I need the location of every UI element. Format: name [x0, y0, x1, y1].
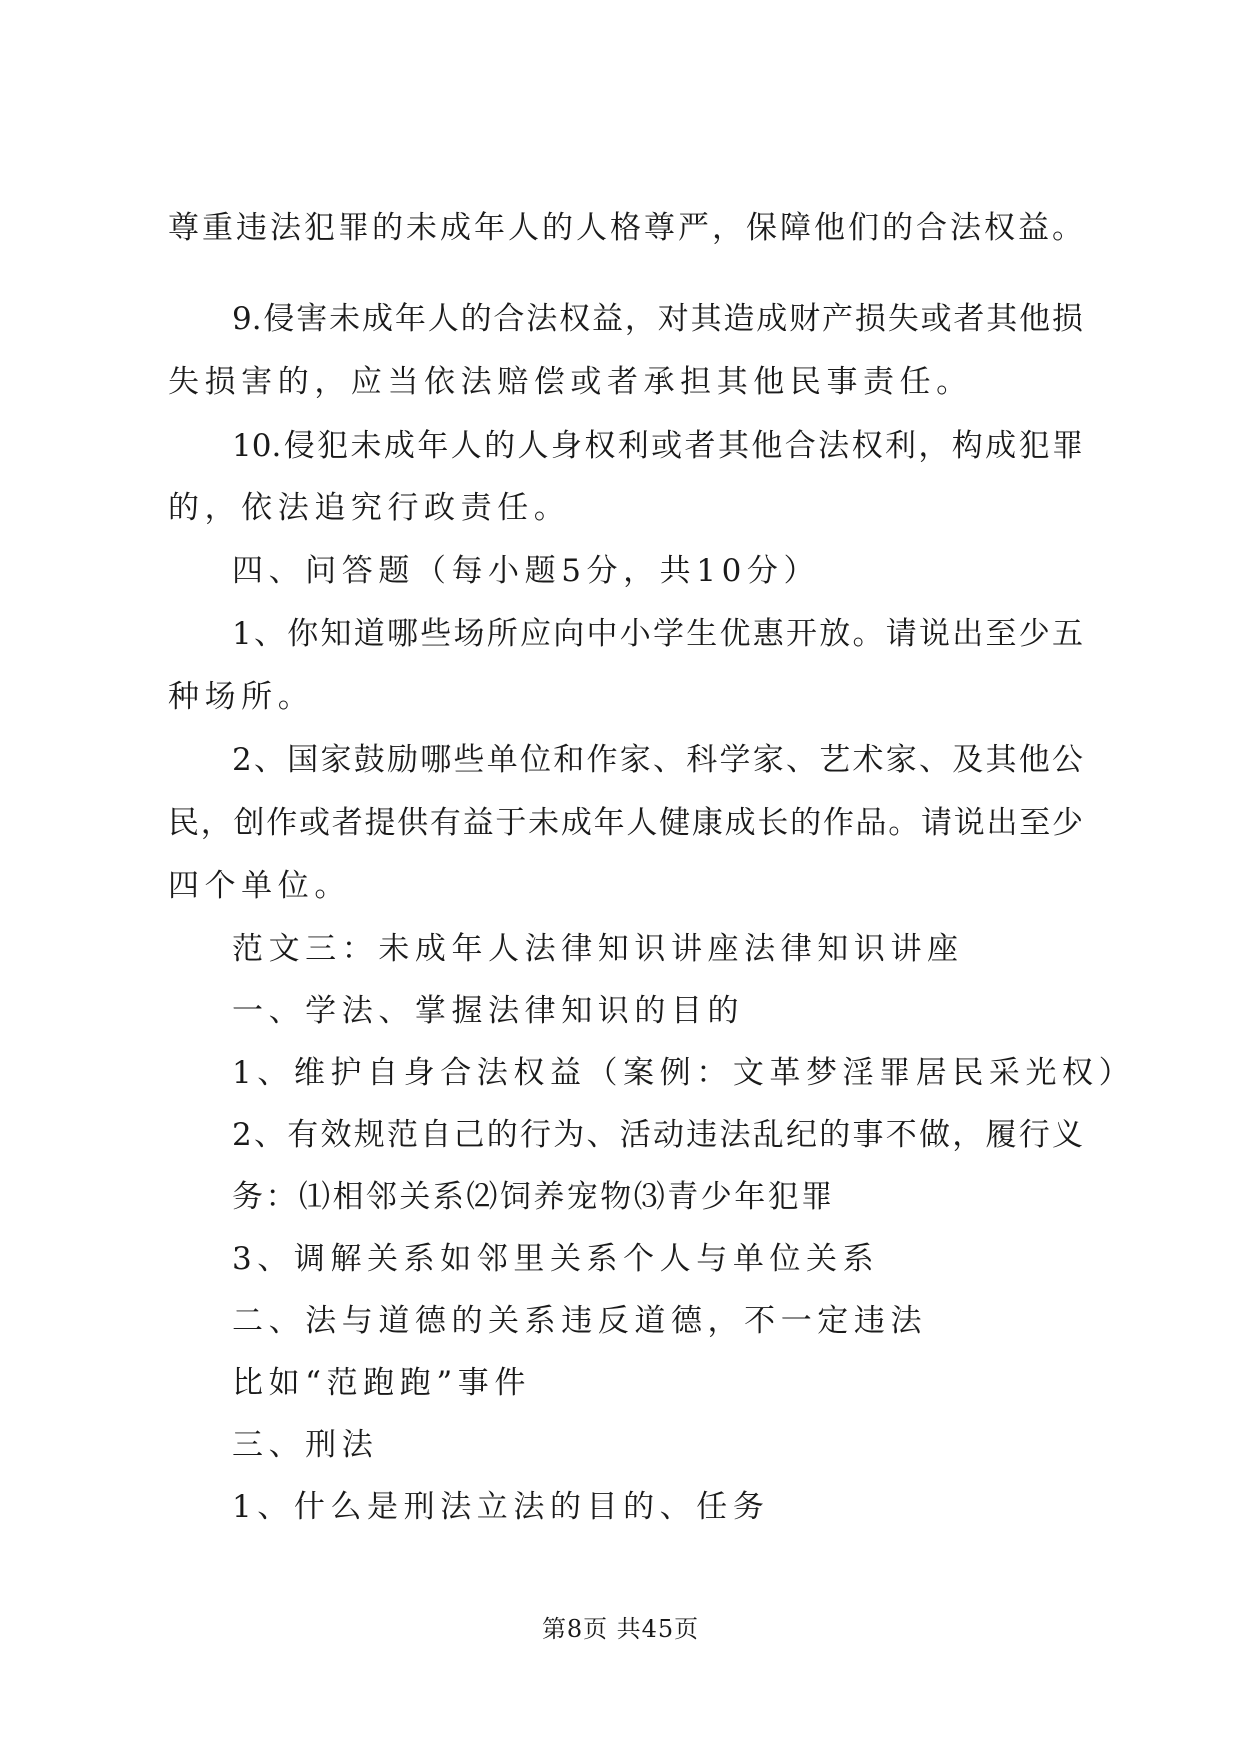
text-line: 的，依法追究行政责任。 [168, 490, 571, 526]
section-heading: 一、学法、掌握法律知识的目的 [232, 993, 745, 1029]
section-heading: 范文三：未成年人法律知识讲座法律知识讲座 [232, 931, 964, 967]
text-line: 民，创作或者提供有益于未成年人健康成长的作品。请说出至少 [168, 805, 1083, 841]
page-number-footer: 第8页 共45页 [541, 1615, 700, 1643]
text-line: 9.侵害未成年人的合法权益，对其造成财产损失或者其他损 [232, 301, 1083, 337]
section-heading: 三、刑法 [232, 1427, 379, 1463]
text-line: 种场所。 [168, 679, 315, 715]
text-line: 1、什么是刑法立法的目的、任务 [232, 1489, 770, 1525]
text-line: 2、有效规范自己的行为、活动违法乱纪的事不做，履行义 [232, 1117, 1083, 1153]
text-line: 四个单位。 [168, 868, 351, 904]
text-line: 失损害的，应当依法赔偿或者承担其他民事责任。 [168, 364, 973, 400]
text-line: 比如“范跑跑”事件 [232, 1365, 531, 1401]
section-heading: 二、法与道德的关系违反道德，不一定违法 [232, 1303, 928, 1339]
text-line: 务：⑴相邻关系⑵饲养宠物⑶青少年犯罪 [232, 1179, 835, 1215]
text-line: 10.侵犯未成年人的人身权利或者其他合法权利，构成犯罪 [232, 428, 1083, 464]
text-line: 1、你知道哪些场所应向中小学生优惠开放。请说出至少五 [232, 616, 1083, 652]
text-line: 3、调解关系如邻里关系个人与单位关系 [232, 1241, 880, 1277]
text-line: 1、维护自身合法权益（案例：文革梦淫罪居民采光权） [232, 1055, 1136, 1091]
section-heading: 四、问答题（每小题5分，共10分） [232, 553, 821, 589]
text-line: 尊重违法犯罪的未成年人的人格尊严，保障他们的合法权益。 [168, 210, 1083, 246]
text-line: 2、国家鼓励哪些单位和作家、科学家、艺术家、及其他公 [232, 742, 1083, 778]
